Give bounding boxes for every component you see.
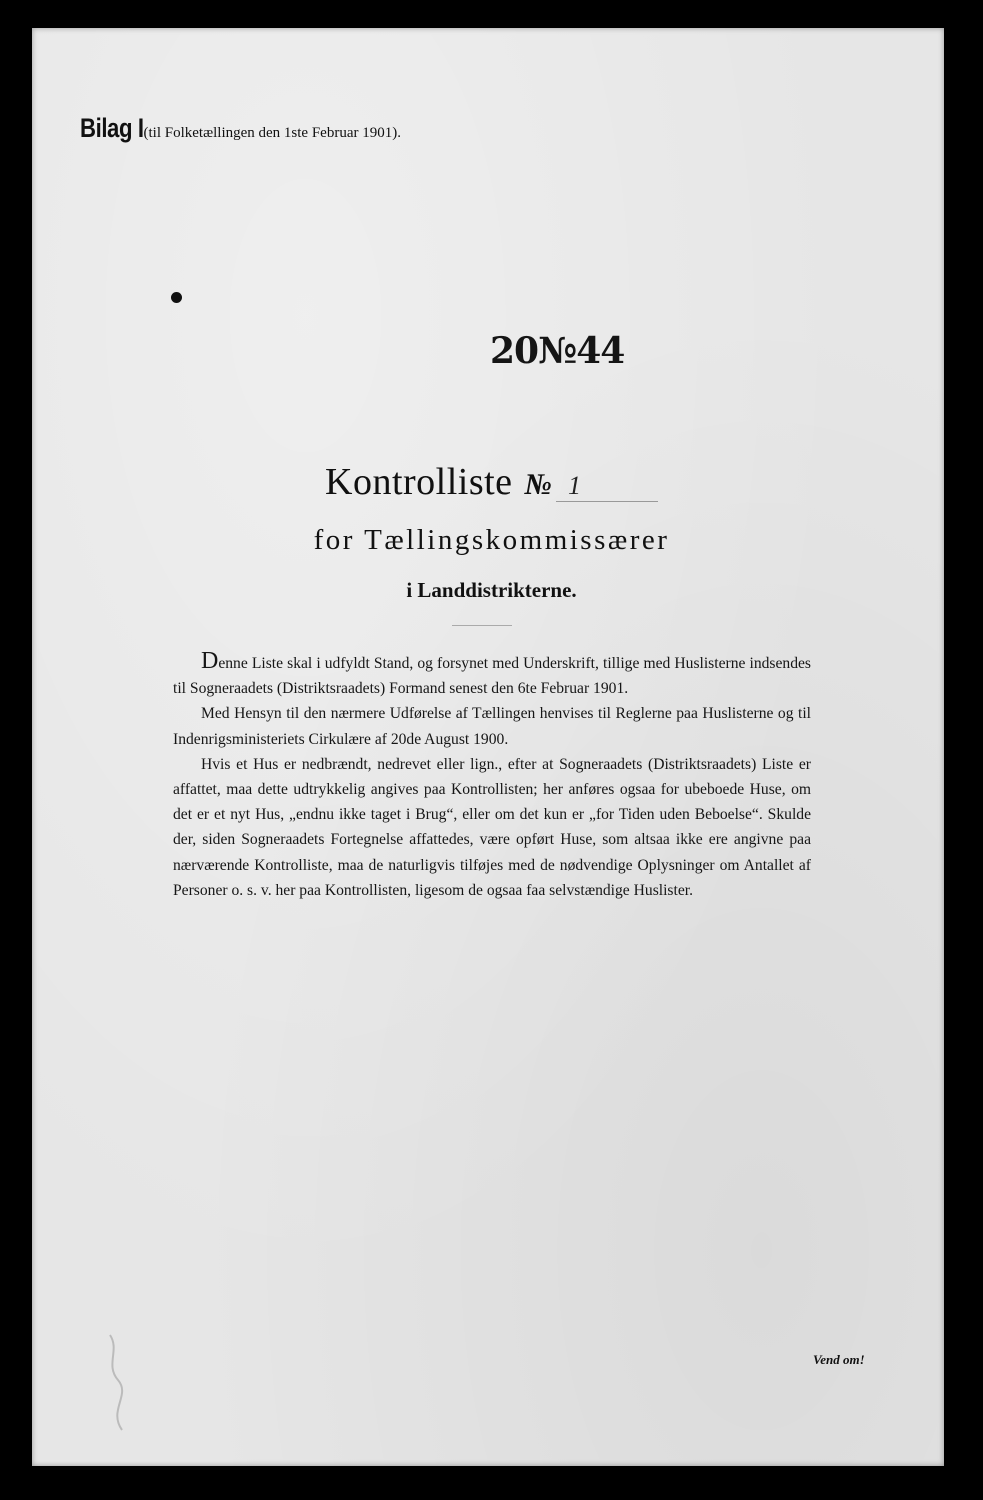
scan-smudge-mark (100, 1330, 140, 1440)
appendix-header (80, 113, 401, 144)
appendix-subtitle: (til Folketællingen den 1ste Februar 1901). (143, 125, 401, 141)
document-subtitle: for Tællingskommissærer (313, 524, 670, 556)
document-title-row (0, 460, 983, 504)
document-title: Kontrolliste (325, 461, 513, 503)
archive-number-stamp: 20№44 (490, 330, 625, 372)
list-number-field: 1 (556, 471, 658, 502)
ink-dot-mark (171, 292, 182, 303)
divider-rule (452, 625, 512, 626)
instruction-paragraph: Denne Liste skal i udfyldt Stand, og forsynet med Underskrift, tillige med Huslisterne indsendes til Sogneraadets (Distriktsraadets) Formand senest den 6te Februar 1901. (173, 648, 811, 698)
instructions-text (173, 649, 811, 903)
instruction-paragraph: Hvis et Hus er nedbrændt, nedrevet eller lign., efter at Sogneraadets (Distriktsraadets) Liste er affattet, maa dette udtrykkelig angives paa Kontrollisten; her anføres ogsaa for ubeboede Huse, om det er et nyt Hus, „endnu ikke taget i Brug“, eller om det kun er „for Tiden uden Beboelse“. Skulde der, siden Sogneraadets Fortegnelse affattedes, være opført Huse, som altsaa ikke ere angivne paa nærværende Kontrolliste, maa de naturligvis tilføjes med de nødvendige Oplysninger om Antallet af Personer o. s. v. her paa Kontrollisten, ligesom de ogsaa faa selvstændige Huslister. (173, 755, 811, 899)
district-heading: i Landdistrikterne. (406, 578, 577, 602)
appendix-label: Bilag I (80, 113, 144, 143)
instruction-paragraph: Med Hensyn til den nærmere Udførelse af Tællingen henvises til Reglerne paa Huslisterne og til Indenrigsministeriets Cirkulære af 20de August 1900. (173, 705, 811, 748)
turn-over-note: Vend om! (813, 1352, 865, 1367)
number-sign: № (524, 468, 552, 501)
